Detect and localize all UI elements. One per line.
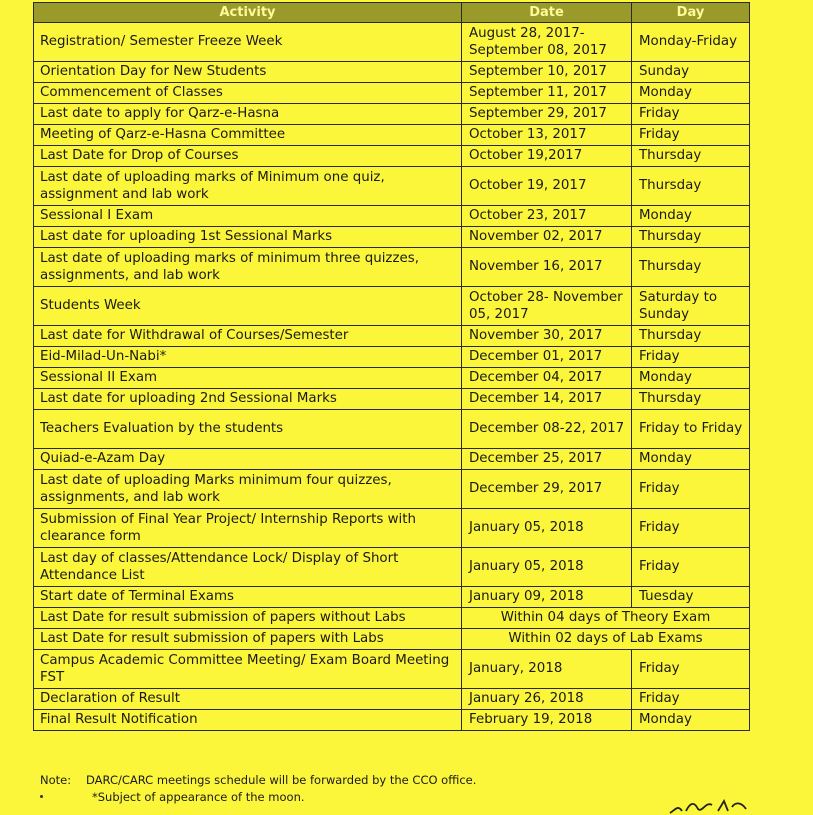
date-cell: December 14, 2017 bbox=[462, 389, 632, 410]
date-cell: September 29, 2017 bbox=[462, 104, 632, 125]
day-cell: Tuesday bbox=[632, 587, 750, 608]
date-cell: December 29, 2017 bbox=[462, 470, 632, 509]
day-cell: Friday bbox=[632, 347, 750, 368]
table-row bbox=[34, 689, 750, 710]
day-cell: Monday-Friday bbox=[632, 23, 750, 62]
day-cell: Monday bbox=[632, 368, 750, 389]
table-row bbox=[34, 23, 750, 62]
table-row bbox=[34, 227, 750, 248]
notes bbox=[40, 772, 476, 806]
signature-mark bbox=[668, 795, 748, 815]
activity-cell: Last date for uploading 1st Sessional Marks bbox=[34, 227, 462, 248]
activity-cell: Orientation Day for New Students bbox=[34, 62, 462, 83]
calendar-table bbox=[33, 2, 750, 731]
table-row bbox=[34, 509, 750, 548]
date-cell: November 02, 2017 bbox=[462, 227, 632, 248]
activity-cell: Quiad-e-Azam Day bbox=[34, 449, 462, 470]
day-cell: Saturday to Sunday bbox=[632, 287, 750, 326]
activity-cell: Teachers Evaluation by the students bbox=[34, 410, 462, 449]
activity-cell: Last date of uploading marks of Minimum one quiz, assignment and lab work bbox=[34, 167, 462, 206]
table-row bbox=[34, 146, 750, 167]
date-cell: January 26, 2018 bbox=[462, 689, 632, 710]
table-row bbox=[34, 167, 750, 206]
date-cell: January 05, 2018 bbox=[462, 548, 632, 587]
table-row bbox=[34, 548, 750, 587]
date-cell: December 04, 2017 bbox=[462, 368, 632, 389]
date-cell: November 16, 2017 bbox=[462, 248, 632, 287]
table-row bbox=[34, 650, 750, 689]
date-cell: January 09, 2018 bbox=[462, 587, 632, 608]
activity-cell: Students Week bbox=[34, 287, 462, 326]
header-row bbox=[34, 3, 750, 23]
table-row bbox=[34, 389, 750, 410]
table-row bbox=[34, 326, 750, 347]
table-row bbox=[34, 248, 750, 287]
table-row bbox=[34, 449, 750, 470]
table-row bbox=[34, 347, 750, 368]
note-label: Note: bbox=[40, 773, 72, 787]
activity-cell: Last Date for result submission of papers without Labs bbox=[34, 608, 462, 629]
activity-cell: Last date of uploading Marks minimum four quizzes, assignments, and lab work bbox=[34, 470, 462, 509]
day-cell: Sunday bbox=[632, 62, 750, 83]
activity-cell: Last date of uploading marks of minimum three quizzes, assignments, and lab work bbox=[34, 248, 462, 287]
activity-cell: Campus Academic Committee Meeting/ Exam Board Meeting FST bbox=[34, 650, 462, 689]
day-cell: Monday bbox=[632, 206, 750, 227]
note-line-1: DARC/CARC meetings schedule will be forwarded by the CCO office. bbox=[86, 773, 477, 787]
calendar-body bbox=[34, 23, 750, 731]
table-row bbox=[34, 608, 750, 629]
table-row bbox=[34, 629, 750, 650]
activity-cell: Sessional I Exam bbox=[34, 206, 462, 227]
header-activity: Activity bbox=[34, 3, 462, 23]
header-date: Date bbox=[462, 3, 632, 23]
table-row bbox=[34, 125, 750, 146]
activity-cell: Start date of Terminal Exams bbox=[34, 587, 462, 608]
academic-calendar bbox=[33, 2, 749, 731]
activity-cell: Final Result Notification bbox=[34, 710, 462, 731]
activity-cell: Eid-Milad-Un-Nabi* bbox=[34, 347, 462, 368]
activity-cell: Last Date for result submission of papers with Labs bbox=[34, 629, 462, 650]
date-cell: January 05, 2018 bbox=[462, 509, 632, 548]
day-cell: Monday bbox=[632, 710, 750, 731]
date-cell: November 30, 2017 bbox=[462, 326, 632, 347]
table-row bbox=[34, 368, 750, 389]
header-day: Day bbox=[632, 3, 750, 23]
date-cell: October 19,2017 bbox=[462, 146, 632, 167]
table-row bbox=[34, 62, 750, 83]
day-cell: Monday bbox=[632, 449, 750, 470]
day-cell: Thursday bbox=[632, 167, 750, 206]
table-row bbox=[34, 83, 750, 104]
date-cell: August 28, 2017- September 08, 2017 bbox=[462, 23, 632, 62]
activity-cell: Declaration of Result bbox=[34, 689, 462, 710]
day-cell: Thursday bbox=[632, 389, 750, 410]
activity-cell: Last date for Withdrawal of Courses/Semester bbox=[34, 326, 462, 347]
day-cell: Friday bbox=[632, 650, 750, 689]
day-cell: Friday bbox=[632, 548, 750, 587]
day-cell: Friday bbox=[632, 470, 750, 509]
activity-cell: Commencement of Classes bbox=[34, 83, 462, 104]
deadline-span-cell: Within 04 days of Theory Exam bbox=[462, 608, 750, 629]
table-row bbox=[34, 287, 750, 326]
day-cell: Thursday bbox=[632, 146, 750, 167]
date-cell: January, 2018 bbox=[462, 650, 632, 689]
table-row bbox=[34, 470, 750, 509]
activity-cell: Last date to apply for Qarz-e-Hasna bbox=[34, 104, 462, 125]
day-cell: Friday bbox=[632, 125, 750, 146]
table-row bbox=[34, 410, 750, 449]
margin-dot bbox=[40, 795, 43, 798]
activity-cell: Last Date for Drop of Courses bbox=[34, 146, 462, 167]
date-cell: October 13, 2017 bbox=[462, 125, 632, 146]
day-cell: Thursday bbox=[632, 326, 750, 347]
activity-cell: Last day of classes/Attendance Lock/ Display of Short Attendance List bbox=[34, 548, 462, 587]
date-cell: December 25, 2017 bbox=[462, 449, 632, 470]
table-row bbox=[34, 710, 750, 731]
table-row bbox=[34, 587, 750, 608]
table-row bbox=[34, 206, 750, 227]
activity-cell: Sessional II Exam bbox=[34, 368, 462, 389]
date-cell: December 01, 2017 bbox=[462, 347, 632, 368]
day-cell: Monday bbox=[632, 83, 750, 104]
date-cell: February 19, 2018 bbox=[462, 710, 632, 731]
day-cell: Thursday bbox=[632, 248, 750, 287]
date-cell: October 19, 2017 bbox=[462, 167, 632, 206]
activity-cell: Meeting of Qarz-e-Hasna Committee bbox=[34, 125, 462, 146]
table-row bbox=[34, 104, 750, 125]
date-cell: September 11, 2017 bbox=[462, 83, 632, 104]
activity-cell: Registration/ Semester Freeze Week bbox=[34, 23, 462, 62]
activity-cell: Last date for uploading 2nd Sessional Marks bbox=[34, 389, 462, 410]
day-cell: Friday to Friday bbox=[632, 410, 750, 449]
date-cell: October 23, 2017 bbox=[462, 206, 632, 227]
day-cell: Friday bbox=[632, 509, 750, 548]
day-cell: Thursday bbox=[632, 227, 750, 248]
day-cell: Friday bbox=[632, 104, 750, 125]
note-line-2: *Subject of appearance of the moon. bbox=[92, 790, 305, 804]
day-cell: Friday bbox=[632, 689, 750, 710]
date-cell: September 10, 2017 bbox=[462, 62, 632, 83]
date-cell: December 08-22, 2017 bbox=[462, 410, 632, 449]
activity-cell: Submission of Final Year Project/ Internship Reports with clearance form bbox=[34, 509, 462, 548]
date-cell: October 28- November 05, 2017 bbox=[462, 287, 632, 326]
deadline-span-cell: Within 02 days of Lab Exams bbox=[462, 629, 750, 650]
